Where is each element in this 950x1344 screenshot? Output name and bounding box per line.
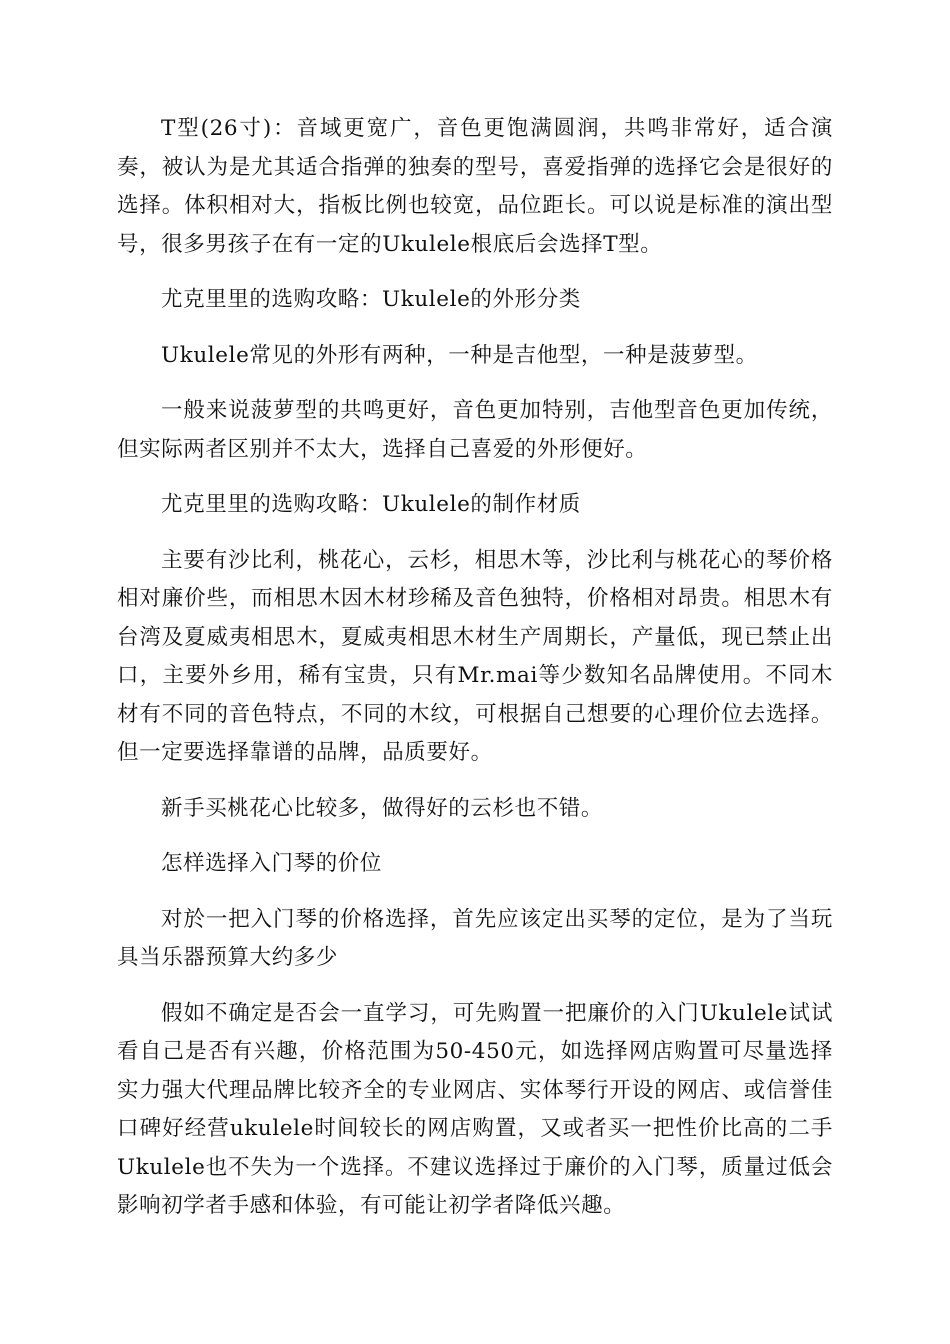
paragraph-beginner-material: 新手买桃花心比较多，做得好的云杉也不错。 xyxy=(161,795,604,821)
paragraph-t-type: T型(26寸)：音域更宽广，音色更饱满圆润，共鸣非常好，适合演奏，被认为是尤其适合指弹的独奏的型号，喜爱指弹的选择它会是很好的选择。体积相对大，指板比例也较宽，品位距长。可以说是标准的演出型号，很多男孩子在有一定的Ukulele根底后会选择T型。 xyxy=(117,116,833,257)
section-heading-price: 怎样选择入门琴的价位 xyxy=(161,851,383,876)
section-heading-shape: 尤克里里的选购攻略：Ukulele的外形分类 xyxy=(161,287,581,312)
paragraph-shapes: Ukulele常见的外形有两种，一种是吉他型，一种是菠萝型。 xyxy=(161,342,758,368)
paragraph-price-positioning: 对於一把入门琴的价格选择，首先应该定出买琴的定位，是为了当玩具当乐器预算大约多少 xyxy=(117,906,833,970)
paragraph-price-advice: 假如不确定是否会一直学习，可先购置一把廉价的入门Ukulele试试看自己是否有兴趣，价格范围为50-450元，如选择网店购置可尽量选择实力强大代理品牌比较齐全的专业网店、实体琴行开设的网店、或信誉佳口碑好经营ukulele时间较长的网店购置，又或者买一把性价比高的二手Ukulele也不失为一个选择。不建议选择过于廉价的入门琴，质量过低会影响初学者手感和体验，有可能让初学者降低兴趣。 xyxy=(117,1000,833,1218)
paragraph-materials: 主要有沙比利，桃花心，云杉，相思木等，沙比利与桃花心的琴价格相对廉价些，而相思木因木材珍稀及音色独特，价格相对昂贵。相思木有台湾及夏威夷相思木，夏威夷相思木材生产周期长，产量低，现已禁止出口，主要外乡用，稀有宝贵，只有Mr.mai等少数知名品牌使用。不同木材有不同的音色特点，不同的木纹，可根据自己想要的心理价位去选择。但一定要选择靠谱的品牌，品质要好。 xyxy=(117,547,833,765)
document-page xyxy=(117,110,833,1243)
paragraph-shape-comparison: 一般来说菠萝型的共鸣更好，音色更加特别，吉他型音色更加传统，但实际两者区别并不太大，选择自己喜爱的外形便好。 xyxy=(117,398,833,462)
section-heading-material: 尤克里里的选购攻略：Ukulele的制作材质 xyxy=(161,492,581,517)
